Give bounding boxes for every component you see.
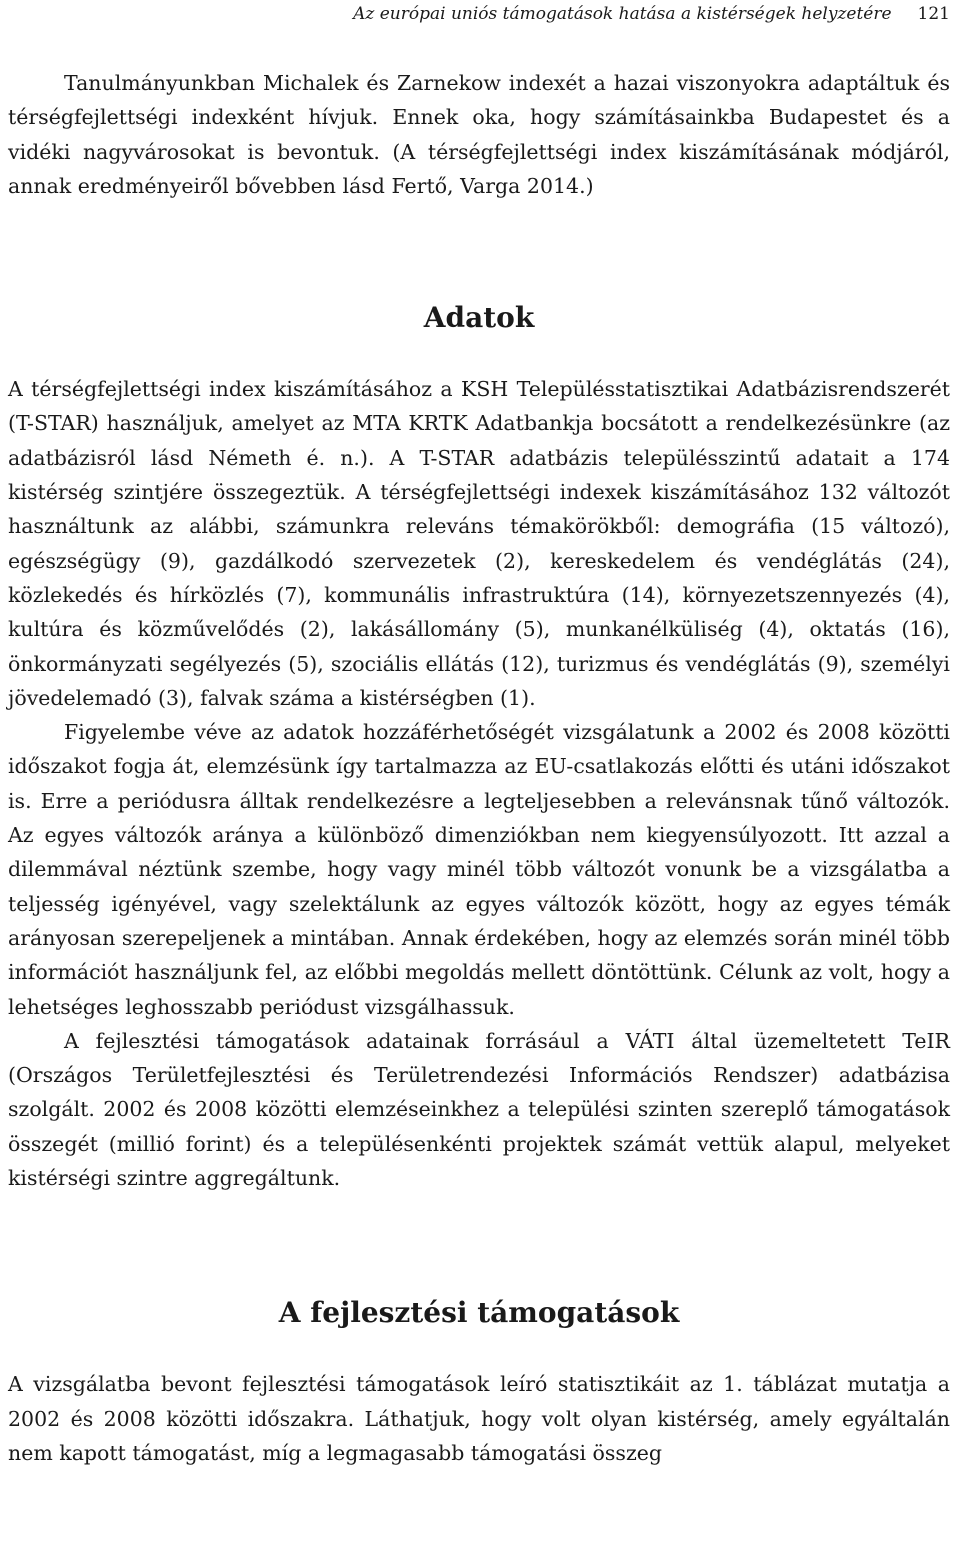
section-heading-fejlesztesi-tamogatasok: A fejlesztési támogatások bbox=[278, 1296, 680, 1330]
document-page bbox=[8, 0, 950, 1470]
adatok-paragraph-1: A térségfejlettségi index kiszámításához a KSH Településstatisztikai Adatbázisrendszerét (T-STAR) használjuk, amelyet az MTA KRTK Adatbankja bocsátott a rendelkezésünkre (az adatbázisról lásd Németh é. n.). A T-STAR adatbázis településszintű adatait a 174 kistérség szintjére összegeztük. A térségfejlettségi indexek kiszámításához 132 változót használtunk az alábbi, számunkra releváns témakörökből: demográfia (15 változó), egészségügy (9), gazdálkodó szervezetek (2), kereskedelem és vendéglátás (24), közlekedés és hírközlés (7), kommunális infrastruktúra (14), környezetszennyezés (4), kultúra és közművelődés (2), lakásállomány (5), munkanélküliség (4), oktatás (16), önkormányzati segélyezés (5), szociális ellátás (12), turizmus és vendéglátás (9), személyi jövedelemadó (3), falvak száma a kistérségben (1). bbox=[8, 377, 950, 710]
adatok-paragraph-3: A fejlesztési támogatások adatainak forrásául a VÁTI által üzemeltetett TeIR (Országos Területfejlesztési és Területrendezési Információs Rendszer) adatbázisa szolgált. 2002 és 2008 közötti elemzéseinkhez a települési szinten szereplő támogatások összegét (millió forint) és a településenkénti projektek számát vettük alapul, melyeket kistérségi szintre aggregáltunk. bbox=[8, 1028, 950, 1191]
running-title: Az európai uniós támogatások hatása a kistérségek helyzetére bbox=[353, 4, 892, 24]
fejlesztesi-paragraph: A vizsgálatba bevont fejlesztési támogatások leíró statisztikáit az 1. táblázat mutatja a 2002 és 2008 közötti időszakra. Láthatjuk, hogy volt olyan kistérség, amely egyáltalán nem kapott támogatást, míg a legmagasabb támogatási összeg bbox=[8, 1372, 950, 1465]
running-header bbox=[8, 2, 950, 30]
page-number: 121 bbox=[917, 4, 950, 24]
section-heading-adatok: Adatok bbox=[423, 301, 535, 335]
intro-paragraph: Tanulmányunkban Michalek és Zarnekow indexét a hazai viszonyokra adaptáltuk és térségfejlettségi indexként hívjuk. Ennek oka, hogy számításainkba Budapestet és a vidéki nagyvárosokat is bevontuk. (A térségfejlettségi index kiszámításának módjáról, annak eredményeiről bővebben lásd Fertő, Varga 2014.) bbox=[8, 71, 950, 198]
adatok-paragraph-2: Figyelembe véve az adatok hozzáférhetőségét vizsgálatunk a 2002 és 2008 közötti időszakot fogja át, elemzésünk így tartalmazza az EU-csatlakozás előtti és utáni időszakot is. Erre a periódusra álltak rendelkezésre a legteljesebben a relevánsnak tűnő változók. Az egyes változók aránya a különböző dimenziókban nem kiegyensúlyozott. Itt azzal a dilemmával néztünk szembe, hogy vagy minél több változót vonunk be a vizsgálatba a teljesség igényével, vagy szelektálunk az egyes változók között, hogy az egyes témák arányosan szerepeljenek a mintában. Annak érdekében, hogy az elemzés során minél több információt használjunk fel, az előbbi megoldás mellett döntöttünk. Célunk az volt, hogy a lehetséges leghosszabb periódust vizsgálhassuk. bbox=[8, 720, 950, 1019]
